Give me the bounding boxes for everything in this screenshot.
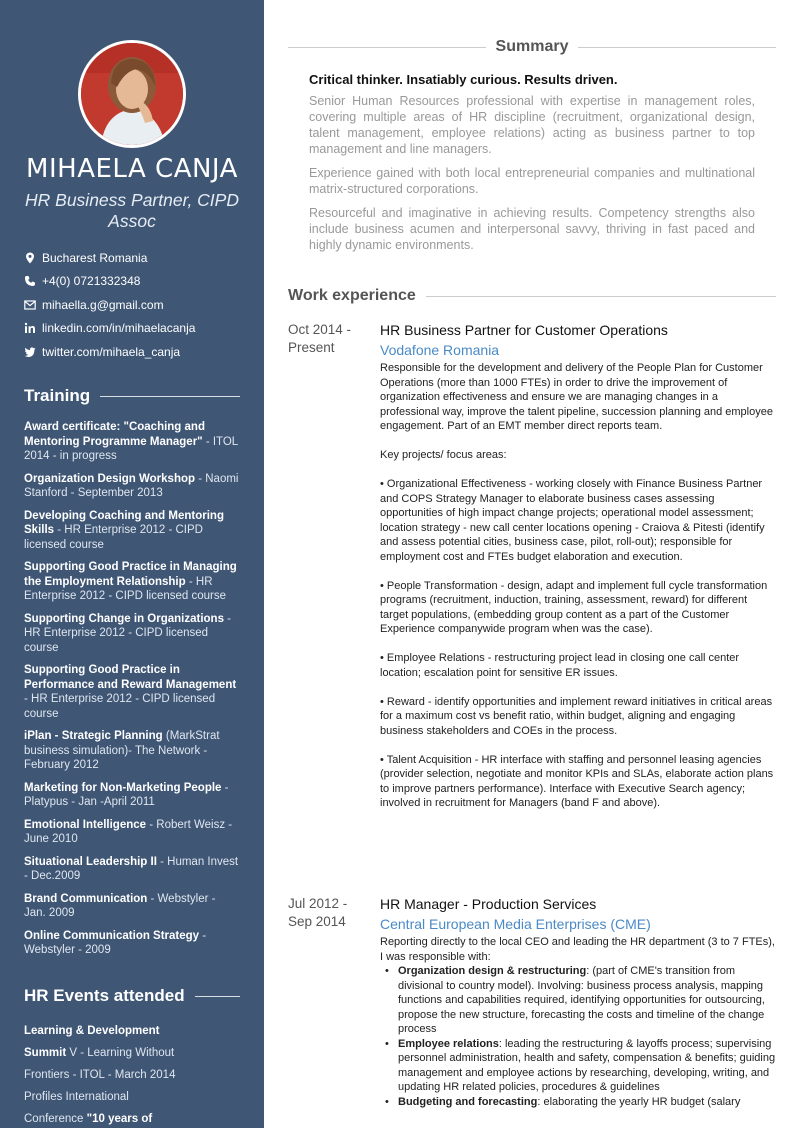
contact-email[interactable] <box>24 293 195 317</box>
contact-linkedin[interactable] <box>24 317 195 341</box>
training-item: Organization Design Workshop - Naomi Stanford - September 2013 <box>24 472 239 499</box>
job-role: HR Business Partner for Customer Operations <box>380 322 668 338</box>
training-item: Situational Leadership II - Human Invest - Dec.2009 <box>24 855 239 882</box>
training-item: Supporting Good Practice in Managing the Employment Relationship - HR Enterprise 2012 - CIPD licensed course <box>24 561 237 602</box>
contact-list <box>24 246 195 364</box>
summary-section <box>309 72 755 261</box>
event-line: Profiles International <box>24 1091 129 1103</box>
summary-paragraph: Senior Human Resources professional with expertise in management roles, covering multiple areas of HR discipline (recruitment, organizational design, talent management, employee relations) acting as business partner to top management and line managers. <box>309 94 755 156</box>
contact-text[interactable]: twitter.com/mihaela_canja <box>42 344 181 359</box>
event-line: Summit V - Learning Without <box>24 1047 175 1059</box>
contact-phone <box>24 270 195 294</box>
job-dates: Jul 2012 - Sep 2014 <box>288 896 348 929</box>
job-body <box>380 895 776 1109</box>
training-list <box>24 420 240 966</box>
candidate-title: HR Business Partner, CIPD Assoc <box>25 190 239 231</box>
candidate-name: MIHAELA CANJA <box>26 154 238 184</box>
contact-location <box>24 246 195 270</box>
linkedin-icon <box>24 322 36 334</box>
training-heading: Training <box>24 386 240 406</box>
work-heading: Work experience <box>288 287 776 305</box>
contact-twitter[interactable] <box>24 340 195 364</box>
training-item: Developing Coaching and Mentoring Skills - HR Enterprise 2012 - CIPD licensed course <box>24 509 224 551</box>
job-description: Reporting directly to the local CEO and leading the HR department (3 to 7 FTEs), I was responsible with: • Organization design & restructuring: (part of CME's transition from divisional to country model). Involving: business process analysis, mapping functions and capabilities required, identifying opportunities for outsourcing, propose the new structure, forecasting the costs and timeline of the change process • Employee relations: leading the restructuring & layoffs process; supervising personnel administration, health and safety, compensation & benefits; guiding management and employee actions by researching, developing, writing, and updating HR related policies, procedures & guidelines • Budgeting and forecasting: elaborating the yearly HR budget (salary <box>380 935 776 1109</box>
training-item: Award certificate: "Coaching and Mentoring Programme Manager" - ITOL 2014 - in progress <box>24 421 238 462</box>
training-item: iPlan - Strategic Planning (MarkStrat business simulation)- The Network - February 2012 <box>24 730 220 771</box>
training-item: Brand Communication - Webstyler - Jan. 2009 <box>24 892 216 919</box>
email-icon <box>24 299 36 311</box>
job-description: Responsible for the development and delivery of the People Plan for Customer Operations (more than 1000 FTEs) in order to drive the improvement of organization effectiveness and ensure we are managing changes in a professional way, improve the talent pipeline, succession planning and employee engagement. Part of an EMT member direct reports team. Key projects/ focus areas: • Organizational Effectiveness - working closely with Finance Business Partner and COPS Strategy Manager to elaborate business cases assessing opportunities of high impact change projects; operational model assessment; location strategy - new call center locations opening - Craiova & Pitesti (identify and assess potential cities, business case, pilot, roll-out); responsible for employment cost and FTEs budget elaboration and execution. • People Transformation - design, adapt and implement full cycle transformation programs (recruitment, induction, training, assessment, reward) for different target populations, (embedding group content as a part of the Customer Experience companywide program when was the case). • Employee Relations - restructuring project lead in closing one call center location; escalation point for sensitive ER issues. • Reward - identify opportunities and implement reward initiatives in critical areas for a maximum cost vs benefit ratio, within budget, aligning and engaging business stakeholders and COEs in the process. • Talent Acquisition - HR interface with staffing and personnel leasing agencies (provider selection, negotiate and monitor KPIs and SLAs, elaborate action plans to improve partners performance). Interface with Executive Search agency; involved in recruitment for Managers (band F and above). <box>380 362 774 809</box>
main-content <box>288 0 776 1128</box>
summary-paragraph: Experience gained with both local entrepreneurial companies and multinational matrix-structured corporations. <box>309 166 755 196</box>
list-item: • Employee relations: leading the restructuring & layoffs process; supervising personnel administration, health and safety, compensation & benefits; guiding management and employee actions by researching, developing, writing, and updating HR related policies, procedures & guidelines <box>380 1037 776 1095</box>
job-bullets <box>380 964 776 1109</box>
contact-text[interactable]: mihaella.g@gmail.com <box>42 297 164 312</box>
contact-text: +4(0) 0721332348 <box>42 274 141 289</box>
training-item: Marketing for Non-Marketing People - Platypus - Jan -April 2011 <box>24 781 229 808</box>
profile-photo <box>81 43 183 145</box>
phone-icon <box>24 275 36 287</box>
list-item: • Budgeting and forecasting: elaborating the yearly HR budget (salary <box>380 1095 776 1110</box>
training-item: Online Communication Strategy - Webstyler - 2009 <box>24 929 207 956</box>
job-company: Vodafone Romania <box>380 342 500 358</box>
sidebar <box>0 0 264 1128</box>
contact-text[interactable]: linkedin.com/in/mihaelacanja <box>42 321 196 336</box>
training-item: Emotional Intelligence - Robert Weisz - June 2010 <box>24 818 233 845</box>
avatar <box>78 40 186 148</box>
twitter-icon <box>24 346 36 358</box>
event-line: Conference "10 years of <box>24 1113 153 1125</box>
job-dates: Oct 2014 - Present <box>288 322 352 355</box>
job-role: HR Manager - Production Services <box>380 896 597 912</box>
events-heading: HR Events attended <box>24 986 240 1006</box>
summary-paragraph: Resourceful and imaginative in achieving results. Competency strengths also include business acumen and interpersonal savvy, thriving in fast paced and highly dynamic environments. <box>309 206 755 252</box>
job-company: Central European Media Enterprises (CME) <box>380 916 651 932</box>
event-line: Learning & Development <box>24 1025 160 1037</box>
event-line: Frontiers - ITOL - March 2014 <box>24 1069 176 1081</box>
training-item: Supporting Good Practice in Performance and Reward Management - HR Enterprise 2012 - CIPD licensed course <box>24 664 237 720</box>
contact-text: Bucharest Romania <box>42 250 148 265</box>
list-item: • Organization design & restructuring: (part of CME's transition from divisional to country model). Involving: business process analysis, mapping functions and capabilities required, identifying opportunities for outsourcing, propose the new structure, forecasting the costs and timeline of the change process <box>380 964 776 1037</box>
location-pin-icon <box>24 252 36 264</box>
job-body <box>380 321 776 825</box>
summary-heading: Summary <box>288 38 776 56</box>
events-list <box>24 1020 240 1128</box>
summary-lead: Critical thinker. Insatiably curious. Results driven. <box>309 72 618 87</box>
training-item: Supporting Change in Organizations - HR Enterprise 2012 - CIPD licensed course <box>24 612 232 654</box>
